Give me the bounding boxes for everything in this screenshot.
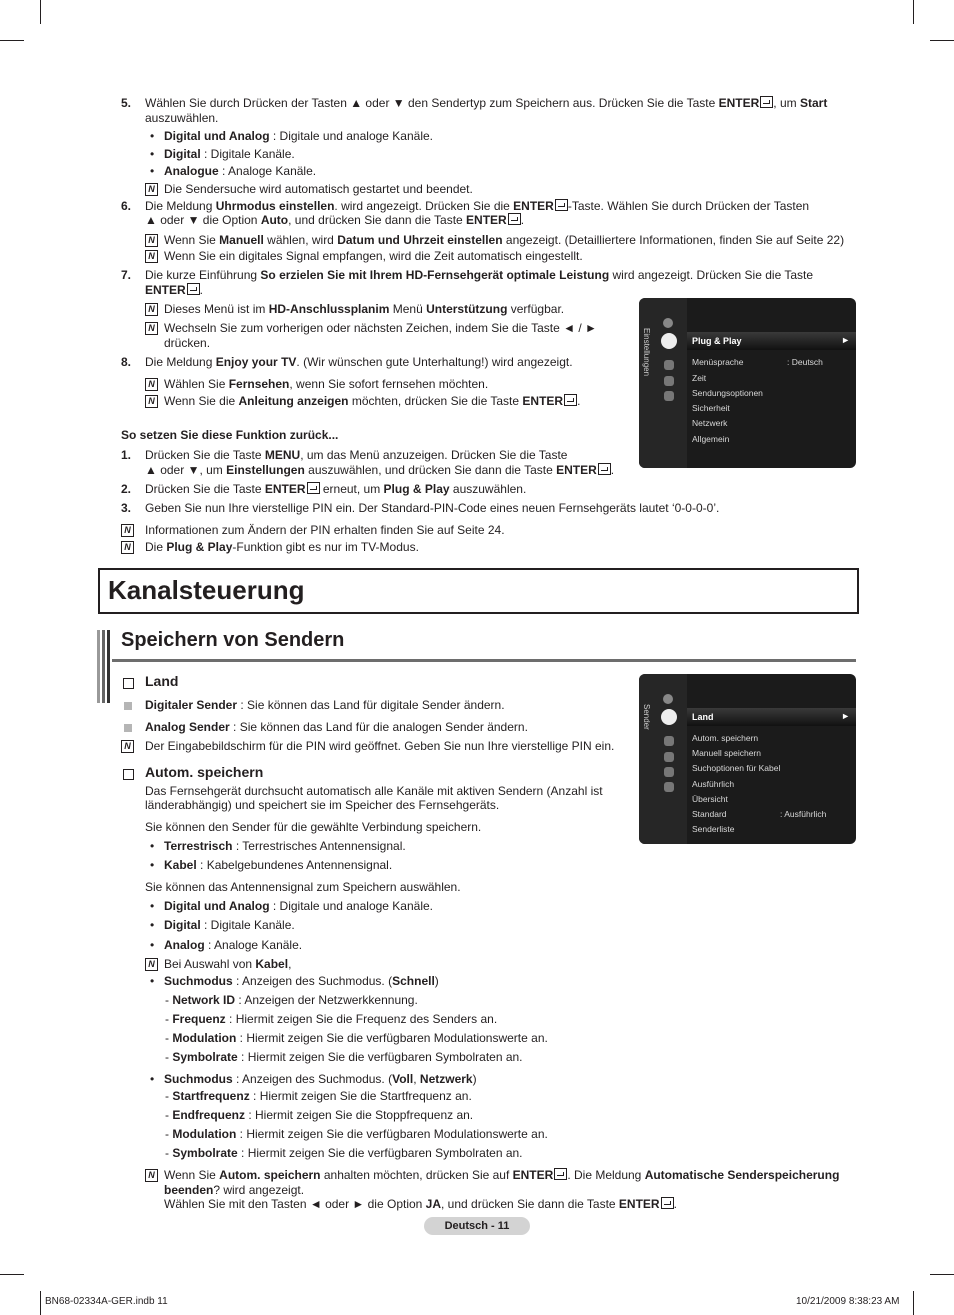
search-detail: - Startfrequenz : Hiermit zeigen Sie die Startfrequenz an. <box>165 1089 472 1103</box>
picture-icon <box>663 694 673 704</box>
signal-option: Digital und Analog : Digitale und analoge Kanäle. <box>164 899 433 913</box>
step8-line: Die Meldung Enjoy your TV. (Wir wünschen gute Unterhaltung!) wird angezeigt. <box>145 355 573 369</box>
enter-icon <box>598 463 611 475</box>
square-bullet <box>124 702 132 710</box>
step-number: 8. <box>121 355 132 369</box>
autom-paragraph: Sie können den Sender für die gewählte Verbindung speichern. <box>145 820 482 834</box>
step6-line: Die Meldung Uhrmodus einstellen. wird angezeigt. Drücken Sie die ENTER -Taste. Wählen Sie durch Drücken der Tasten <box>145 199 810 213</box>
menu-item[interactable]: Menüsprache <box>692 357 744 367</box>
note-text: Wenn Sie Manuell wählen, wird Datum und Uhrzeit einstellen angezeigt. (Detailliertere Informationen, finden Sie auf Seite 22) <box>164 233 845 247</box>
menu-item-value: : Ausführlich <box>780 809 827 819</box>
enter-icon <box>661 1197 674 1209</box>
search-detail: - Network ID : Anzeigen der Netzwerkkennung. <box>165 993 418 1007</box>
step5-line: Wählen Sie durch Drücken der Tasten ▲ oder ▼ den Sendertyp zum Speichern aus. Drücken Sie die Taste ENTER , um Start <box>145 96 828 110</box>
step-number: 5. <box>121 96 132 110</box>
support-icon <box>664 391 674 401</box>
file-info: BN68-02334A-GER.indb 11 <box>45 1296 168 1307</box>
menu-item[interactable]: Sicherheit <box>692 403 730 413</box>
bullet: • <box>150 839 155 853</box>
crop-mark <box>930 40 954 41</box>
step7-line: Die kurze Einführung So erzielen Sie mit Ihrem HD-Fernsehgerät optimale Leistung wird angezeigt. Drücken Sie die Taste <box>145 268 814 282</box>
step-number: 3. <box>121 501 132 515</box>
search-detail: - Symbolrate : Hiermit zeigen Sie die verfügbaren Symbolraten an. <box>165 1050 523 1064</box>
menu-selected-item[interactable]: Land ► <box>687 708 856 726</box>
crop-mark <box>0 1274 24 1275</box>
note-text: drücken. <box>164 336 211 350</box>
checkbox-icon <box>123 769 134 780</box>
land-item: Digitaler Sender : Sie können das Land für digitale Sender ändern. <box>145 698 505 712</box>
note-text: Wechseln Sie zum vorherigen oder nächsten Zeichen, indem Sie die Taste ◄ / ► <box>164 321 597 335</box>
reset-heading: So setzen Sie diese Funktion zurück... <box>121 428 339 442</box>
step7-line: ENTER . <box>145 283 204 297</box>
land-item: Analog Sender : Sie können das Land für die analogen Sender ändern. <box>145 720 528 734</box>
picture-icon <box>663 318 673 328</box>
enter-icon <box>187 283 200 295</box>
option-analogue: Analogue : Analoge Kanäle. <box>164 164 317 178</box>
note-text: Bei Auswahl von Kabel, <box>164 957 292 971</box>
autom-paragraph: Das Fernsehgerät durchsucht automatisch alle Kanäle mit aktiven Sendern (Anzahl ist <box>145 784 603 798</box>
option-digital-analog: Digital und Analog : Digitale und analoge Kanäle. <box>164 129 433 143</box>
step-number: 6. <box>121 199 132 213</box>
note-icon: N <box>145 1169 158 1182</box>
autom-paragraph: länderabhängig) und speichert sie im Speicher des Fernsehgeräts. <box>145 798 500 812</box>
note-text: beenden? wird angezeigt. <box>164 1183 305 1197</box>
note-text: Wenn Sie Autom. speichern anhalten möchten, drücken Sie auf ENTER . Die Meldung Automatische Senderspeicherung <box>164 1168 840 1182</box>
note-text: Wenn Sie ein digitales Signal empfangen, wird die Zeit automatisch eingestellt. <box>164 249 583 263</box>
crop-mark <box>913 1291 914 1315</box>
menu-item[interactable]: Sendungsoptionen <box>692 388 763 398</box>
menu-item[interactable]: Manuell speichern <box>692 748 761 758</box>
menu-item[interactable]: Ausführlich <box>692 779 735 789</box>
note-icon: N <box>145 395 158 408</box>
note-text: Die Sendersuche wird automatisch gestartet und beendet. <box>164 182 473 196</box>
step-number: 1. <box>121 448 132 462</box>
menu-item[interactable]: Netzwerk <box>692 418 728 428</box>
note-text: Die Plug & Play-Funktion gibt es nur im TV-Modus. <box>145 540 419 554</box>
crop-mark <box>930 1274 954 1275</box>
enter-icon <box>508 213 521 225</box>
satellite-icon <box>661 709 677 725</box>
note-text: Wählen Sie mit den Tasten ◄ oder ► die Option JA, und drücken Sie dann die Taste ENTER . <box>164 1197 677 1211</box>
search-detail: - Modulation : Hiermit zeigen Sie die verfügbaren Modulationswerte an. <box>165 1031 548 1045</box>
menu-item[interactable]: Senderliste <box>692 824 735 834</box>
tv-menu-sender <box>639 674 856 844</box>
bullet: • <box>150 938 155 952</box>
print-date: 10/21/2009 8:38:23 AM <box>796 1296 900 1307</box>
step5-line: auszuwählen. <box>145 111 219 125</box>
enter-icon <box>760 96 773 108</box>
menu-item[interactable]: Zeit <box>692 373 707 383</box>
autom-heading: Autom. speichern <box>145 764 264 780</box>
step-number: 2. <box>121 482 132 496</box>
subsection-title: Speichern von Sendern <box>121 629 345 651</box>
square-bullet <box>124 724 132 732</box>
bullet: • <box>150 129 155 143</box>
enter-icon <box>307 482 320 494</box>
menu-selected-item[interactable]: Plug & Play ► <box>687 332 856 350</box>
bullet: • <box>150 858 155 872</box>
note-icon: N <box>145 378 158 391</box>
signal-option: Analog : Analoge Kanäle. <box>164 938 303 952</box>
bullet: • <box>150 147 155 161</box>
note-icon: N <box>145 303 158 316</box>
land-heading: Land <box>145 673 179 689</box>
arrow-right-icon: ► <box>841 335 850 345</box>
subtitle-underline <box>112 659 856 662</box>
decor-bar <box>102 630 105 703</box>
decor-bar <box>107 630 110 703</box>
reset-step: ▲ oder ▼, um Einstellungen auszuwählen, und drücken Sie dann die Taste ENTER . <box>145 463 615 477</box>
crop-mark <box>40 0 41 24</box>
step6-line: ▲ oder ▼ die Option Auto, und drücken Sie dann die Taste ENTER . <box>145 213 525 227</box>
enter-icon <box>554 1168 567 1180</box>
gear-icon <box>664 736 674 746</box>
search-detail: - Frequenz : Hiermit zeigen Sie die Frequenz des Senders an. <box>165 1012 498 1026</box>
step-number: 7. <box>121 268 132 282</box>
autom-paragraph: Sie können das Antennensignal zum Speichern auswählen. <box>145 880 461 894</box>
input-icon <box>664 360 674 370</box>
note-text: Wählen Sie Fernsehen, wenn Sie sofort fernsehen möchten. <box>164 377 489 391</box>
menu-item[interactable]: Autom. speichern <box>692 733 759 743</box>
reset-step: Drücken Sie die Taste ENTER erneut, um Plug & Play auszuwählen. <box>145 482 527 496</box>
support-icon <box>664 782 674 792</box>
note-icon: N <box>145 322 158 335</box>
enter-icon <box>564 394 577 406</box>
note-icon: N <box>121 740 134 753</box>
bullet: • <box>150 164 155 178</box>
menu-item-value: : Deutsch <box>787 357 823 367</box>
search-detail: - Endfrequenz : Hiermit zeigen Sie die Stoppfrequenz an. <box>165 1108 474 1122</box>
app-icon <box>664 767 674 777</box>
search-mode: Suchmodus : Anzeigen des Suchmodus. (Voll, Netzwerk) <box>164 1072 477 1086</box>
menu-category-label: Einstellungen <box>642 328 651 377</box>
note-text: Dieses Menü ist im HD-Anschlussplanim Menü Unterstützung verfügbar. <box>164 302 565 316</box>
connection-option: Terrestrisch : Terrestrisches Antennensignal. <box>164 839 406 853</box>
bullet: • <box>150 974 155 988</box>
section-title: Kanalsteuerung <box>108 575 305 605</box>
menu-item[interactable]: Suchoptionen für Kabel <box>692 763 781 773</box>
note-icon: N <box>145 183 158 196</box>
note-text: Wenn Sie die Anleitung anzeigen möchten, drücken Sie die Taste ENTER . <box>164 394 581 408</box>
reset-step: Geben Sie nun Ihre vierstellige PIN ein. Der Standard-PIN-Code eines neuen Fernsehgeräts lautet ‘0-0-0-0’. <box>145 501 720 515</box>
search-mode: Suchmodus : Anzeigen des Suchmodus. (Schnell) <box>164 974 439 988</box>
crop-mark <box>913 0 914 24</box>
gear-icon <box>661 333 677 349</box>
checkbox-icon <box>123 678 134 689</box>
bullet: • <box>150 1072 155 1086</box>
app-icon <box>664 376 674 386</box>
page-number-badge: Deutsch - 11 <box>424 1217 530 1235</box>
menu-item[interactable]: Allgemein <box>692 434 730 444</box>
crop-mark <box>0 40 24 41</box>
connection-option: Kabel : Kabelgebundenes Antennensignal. <box>164 858 393 872</box>
section-title-box <box>98 568 859 614</box>
crop-mark <box>40 1291 41 1315</box>
menu-item[interactable]: Übersicht <box>692 794 728 804</box>
note-icon: N <box>121 524 134 537</box>
search-detail: - Symbolrate : Hiermit zeigen Sie die verfügbaren Symbolraten an. <box>165 1146 523 1160</box>
signal-option: Digital : Digitale Kanäle. <box>164 918 295 932</box>
note-icon: N <box>145 250 158 263</box>
menu-category-label: Sender <box>642 704 651 730</box>
note-text: Informationen zum Ändern der PIN erhalten finden Sie auf Seite 24. <box>145 523 505 537</box>
input-icon <box>664 752 674 762</box>
note-icon: N <box>121 541 134 554</box>
menu-item[interactable]: Standard <box>692 809 727 819</box>
note-icon: N <box>145 958 158 971</box>
note-text: Der Eingabebildschirm für die PIN wird geöffnet. Geben Sie nun Ihre vierstellige PIN ein. <box>145 739 615 753</box>
bullet: • <box>150 899 155 913</box>
search-detail: - Modulation : Hiermit zeigen Sie die verfügbaren Modulationswerte an. <box>165 1127 548 1141</box>
reset-step: Drücken Sie die Taste MENU, um das Menü anzuzeigen. Drücken Sie die Taste <box>145 448 568 462</box>
bullet: • <box>150 918 155 932</box>
tv-menu-einstellungen <box>639 298 856 468</box>
decor-bar <box>97 630 100 703</box>
note-icon: N <box>145 234 158 247</box>
arrow-right-icon: ► <box>841 711 850 721</box>
option-digital: Digital : Digitale Kanäle. <box>164 147 295 161</box>
enter-icon <box>555 199 568 211</box>
